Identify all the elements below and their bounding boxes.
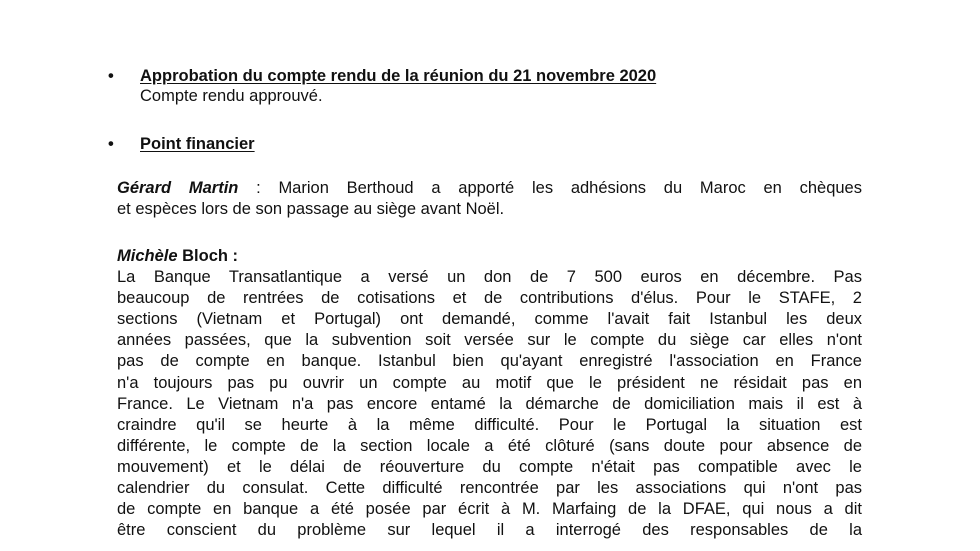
text-line: beaucoup de rentrées de cotisations et de contributions d'élus. Pour le STAFE, 2: [117, 289, 862, 308]
paragraph-gerard-martin: [117, 178, 862, 220]
text-line: France. Le Vietnam n'a pas encore entamé la démarche de domiciliation mais il est à: [117, 394, 862, 413]
speaker-line: [117, 246, 862, 267]
text-line: La Banque Transatlantique a versé un don de 7 500 euros en décembre. Pas: [117, 268, 862, 287]
text-line: de compte en banque a été posée par écrit à M. Marfaing de la DFAE, qui nous a dit: [117, 500, 862, 519]
speaker-first-name: Michèle: [117, 247, 178, 265]
speaker-last-name: Bloch :: [177, 247, 239, 265]
text-line: craindre qu'il se heurte à la même difficulté. Pour le Portugal la situation est: [117, 415, 862, 434]
text-fragment: : Marion Berthoud a apporté les adhésions du Maroc en chèques: [238, 179, 862, 197]
section-heading-financial: Point financier: [140, 135, 255, 153]
text-line: sections (Vietnam et Portugal) ont demandé, comme l'avait fait Istanbul les deux: [117, 310, 862, 329]
paragraph-michele-bloch: [117, 246, 862, 541]
text-line: mouvement) et le délai de réouverture du compte n'était pas compatible avec le: [117, 457, 862, 476]
section-heading-approval: Approbation du compte rendu de la réunion du 21 novembre 2020: [140, 67, 657, 85]
text-line: être conscient du problème sur lequel il a interrogé des responsables de la: [117, 521, 862, 540]
section-text-approval: Compte rendu approuvé.: [140, 87, 323, 105]
text-line: [117, 178, 862, 199]
bullet-icon: •: [108, 67, 114, 85]
text-line: pas de compte en banque. Istanbul bien qu'ayant enregistré l'association en France: [117, 352, 862, 371]
text-line: différente, le compte de la section locale a été clôturé (sans doute pour absence de: [117, 436, 862, 455]
speaker-name: Gérard Martin: [117, 179, 239, 197]
bullet-icon: •: [108, 135, 114, 153]
text-line: calendrier du consulat. Cette difficulté rencontrée par les associations qui n'ont pas: [117, 479, 862, 498]
text-line: et espèces lors de son passage au siège avant Noël.: [117, 200, 505, 219]
text-line: n'a toujours pas pu ouvrir un compte au motif que le président ne résidait pas en: [117, 373, 862, 392]
text-line: années passées, que la subvention soit versée sur le compte du siège car elles n'ont: [117, 331, 862, 350]
